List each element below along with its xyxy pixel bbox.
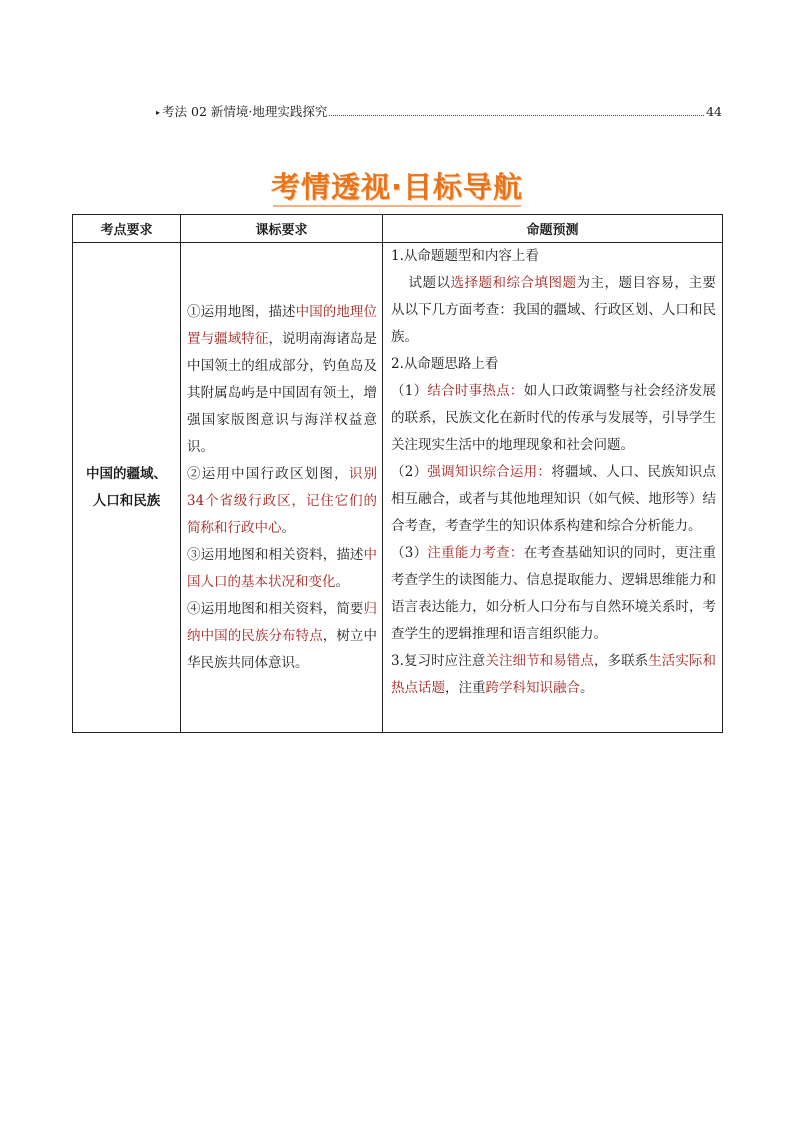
predict-text: 如人口政策调整与社会经济发展的联系，民族文化在新时代的传承与发展等，引导学生关注现实生活中的地理现象和社会问题。 (391, 383, 717, 453)
standard-item (187, 542, 377, 596)
standard-text: 运用地图，描述 (200, 303, 296, 320)
standard-highlight: 识别34个省级行政区，记住它们的简称和行政中心 (187, 465, 378, 536)
predict-paragraph-1 (391, 270, 716, 351)
standard-cell (181, 243, 383, 733)
predict-heading-3 (391, 648, 716, 702)
predict-heading-1: 1.从命题题型和内容上看 (391, 248, 539, 264)
standard-highlight: 中国人口的基本状况和变化 (187, 546, 378, 590)
predict-highlight: 生活实际和热点话题 (391, 653, 716, 696)
predict-highlight: 强调知识综合运用： (427, 464, 552, 480)
table-row (73, 243, 723, 733)
standard-item (187, 299, 377, 461)
standard-item (187, 461, 377, 542)
standard-item (187, 596, 377, 677)
predict-text: 试题以 (408, 275, 451, 291)
predict-text: （3） (391, 545, 428, 561)
predict-item-2 (391, 459, 716, 540)
predict-heading-2: 2.从命题思路上看 (391, 356, 499, 372)
predict-highlight: 跨学科知识融合 (485, 680, 580, 696)
title-underline (273, 205, 521, 207)
predict-text: ，注重 (445, 680, 486, 696)
toc-page-number: 44 (706, 104, 722, 119)
section-title: 考情透视·目标导航 (270, 170, 524, 204)
table-header-row (73, 215, 723, 243)
predict-item-3 (391, 540, 716, 648)
predict-text: 为主，题目容易，主要从以下几方面考查：我国的疆域、行政区划、人口和民族。 (391, 275, 717, 345)
standard-text: 运用中国行政区划图， (201, 465, 349, 482)
toc-leader-dots (329, 115, 704, 116)
predict-text: （2） (391, 464, 428, 480)
item-number: ① (187, 303, 201, 320)
standard-text: 。 (335, 573, 349, 590)
item-number: ② (187, 465, 202, 482)
standard-text: ，树立中华民族共同体意识。 (187, 627, 378, 671)
header-standard: 课标要求 (181, 215, 383, 243)
predict-text: 在考查基础知识的同时，更注重考查学生的读图能力、信息提取能力、逻辑思维能力和语言表达能力，如分析人口分布与自然环境关系时，考查学生的逻辑推理和语言组织能力。 (391, 545, 717, 642)
predict-cell (383, 243, 723, 733)
item-number: ④ (187, 600, 201, 617)
standard-text: ，说明南海诸岛是中国领土的组成部分，钓鱼岛及其附属岛屿是中国固有领土，增强国家版图意识与海洋权益意识。 (187, 330, 378, 455)
header-predict: 命题预测 (383, 215, 723, 243)
standard-text: 运用地图和相关资料，描述 (200, 546, 364, 563)
point-cell (73, 243, 181, 733)
predict-text: 将疆域、人口、民族知识点相互融合，或者与其他地理知识（如气候、地形等）结合考查，考查学生的知识体系构建和综合分析能力。 (391, 464, 717, 534)
item-number: ③ (187, 546, 201, 563)
toc-entry[interactable] (156, 102, 722, 122)
header-point: 考点要求 (73, 215, 181, 243)
predict-text: 。 (580, 680, 594, 696)
predict-text: ，多联系 (593, 653, 649, 669)
standard-text: 运用地图和相关资料，简要 (200, 600, 364, 617)
predict-text: 3.复习时应注意 (391, 653, 486, 669)
predict-highlight: 注重能力考查： (427, 545, 524, 561)
point-text: 中国的疆域、人口和民族 (86, 465, 167, 509)
predict-highlight: 结合时事热点： (427, 383, 524, 399)
standard-highlight: 中国的地理位置与疆域特征 (187, 303, 378, 347)
predict-text: （1） (391, 383, 428, 399)
bullet-arrow-icon: ▸ (156, 108, 161, 117)
exam-overview-table (72, 214, 723, 733)
predict-highlight: 关注细节和易错点 (485, 653, 594, 669)
toc-entry-label: 考法 02 新情境·地理实践探究 (162, 104, 328, 119)
standard-text: 。 (281, 519, 295, 536)
predict-highlight: 选择题和综合填图题 (450, 275, 577, 291)
standard-highlight: 归纳中国的民族分布特点 (187, 600, 378, 644)
predict-item-1 (391, 378, 716, 459)
